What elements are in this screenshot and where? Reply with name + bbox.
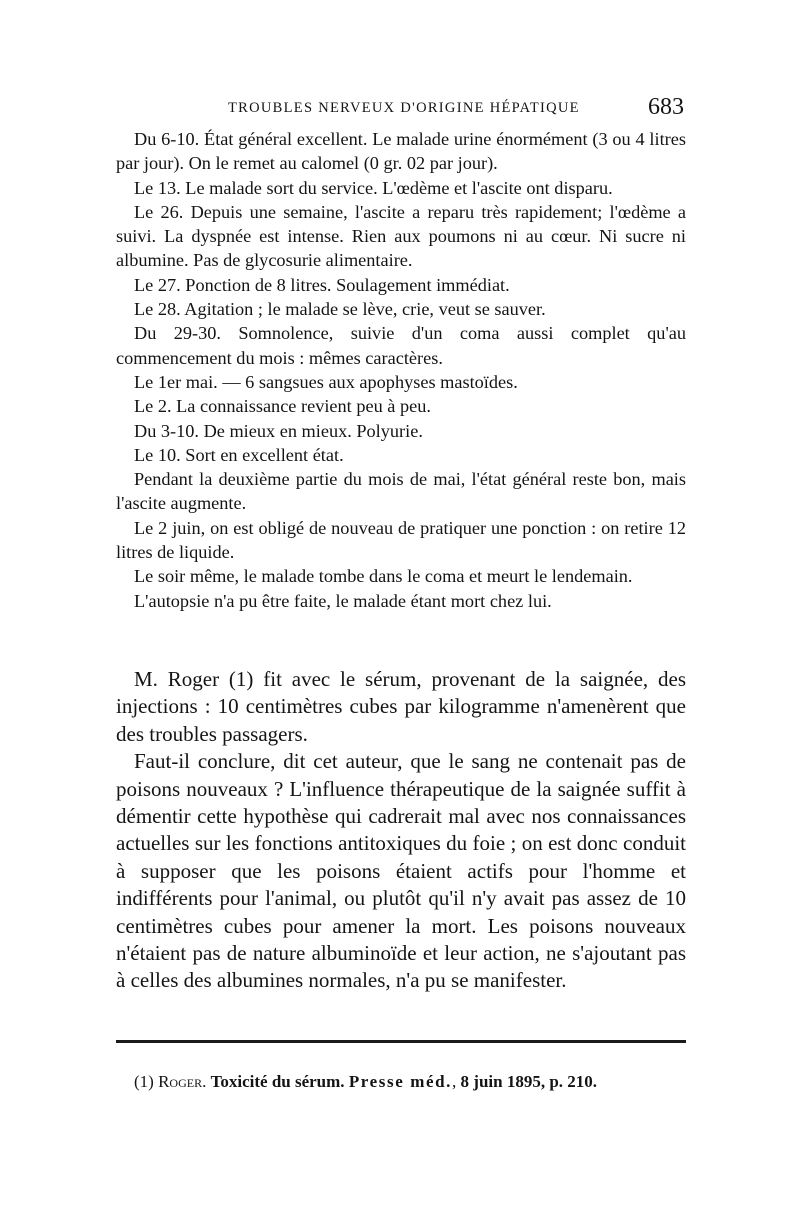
case-note-paragraph: Du 29-30. Somnolence, suivie d'un coma aussi complet qu'au commencement du mois : mêmes caractères. (116, 323, 686, 368)
page-body (116, 0, 686, 1215)
case-note-paragraph: Le soir même, le malade tombe dans le coma et meurt le lendemain. (134, 566, 633, 587)
case-note-paragraph: Le 2. La connaissance revient peu à peu. (134, 396, 431, 417)
case-note-paragraph: Pendant la deuxième partie du mois de mai, l'état général reste bon, mais l'ascite augmente. (116, 469, 686, 514)
commentary (116, 666, 686, 995)
case-note-paragraph: Du 3-10. De mieux en mieux. Polyurie. (134, 420, 423, 441)
commentary-paragraph: Faut-il conclure, dit cet auteur, que le sang ne contenait pas de poisons nouveaux ? L'influence thérapeutique de la saignée suffit à démentir cette hypothèse qui cadrerait mal avec nos connaissances actuelles sur les fonctions antitoxiques du foie ; on est donc conduit à supposer que les poisons étaient actifs pour l'homme et indifférents pour l'animal, ou plutôt qu'il n'y avait pas assez de 10 centimètres cubes pour amener la mort. Les poisons nouveaux n'étaient pas de nature albuminoïde et leur action, ne s'ajoutant pas à celles des albumines normales, n'a pu se manifester. (116, 749, 686, 993)
case-note-paragraph: Le 26. Depuis une semaine, l'ascite a reparu très rapidement; l'œdème a suivi. La dyspnée est intense. Rien aux poumons ni au cœur. Ni sucre ni albumine. Pas de glycosurie alimentaire. (116, 201, 686, 271)
case-note-paragraph: Le 2 juin, on est obligé de nouveau de pratiquer une ponction : on retire 12 litres de liquide. (116, 517, 686, 563)
footnote-title: Toxicité du sérum. (210, 1072, 345, 1091)
running-title: TROUBLES NERVEUX D'ORIGINE HÉPATIQUE (228, 100, 580, 116)
footnote-date: 8 juin 1895, p. 210. (460, 1072, 598, 1091)
case-note-paragraph: Le 10. Sort en excellent état. (134, 444, 344, 465)
page-number: 683 (648, 94, 684, 120)
footnote-rule (116, 1040, 686, 1043)
case-note-paragraph: Le 13. Le malade sort du service. L'œdème et l'ascite ont disparu. (134, 177, 613, 198)
footnote-author: Roger (158, 1072, 203, 1091)
case-note-paragraph: Du 6-10. État général excellent. Le malade urine énormément (3 ou 4 litres par jour). On le remet au calomel (0 gr. 02 par jour). (116, 129, 686, 174)
commentary-paragraph: M. Roger (1) fit avec le sérum, provenant de la saignée, des injections : 10 centimètres cubes par kilogramme n'amenèrent que des troubles passagers. (116, 667, 686, 746)
footnote-marker: (1) (134, 1072, 154, 1091)
case-note-paragraph: Le 27. Ponction de 8 litres. Soulagement immédiat. (134, 274, 510, 295)
case-note-paragraph: L'autopsie n'a pu être faite, le malade étant mort chez lui. (134, 590, 552, 611)
footnote: (1) Roger. Toxicité du sérum. Presse méd., 8 juin 1895, p. 210. (134, 1072, 598, 1091)
case-note-paragraph: Le 28. Agitation ; le malade se lève, crie, veut se sauver. (134, 299, 546, 320)
case-note-paragraph: Le 1er mai. — 6 sangsues aux apophyses mastoïdes. (134, 371, 518, 392)
footnote-journal: Presse méd. (348, 1072, 453, 1091)
case-notes (116, 127, 686, 613)
